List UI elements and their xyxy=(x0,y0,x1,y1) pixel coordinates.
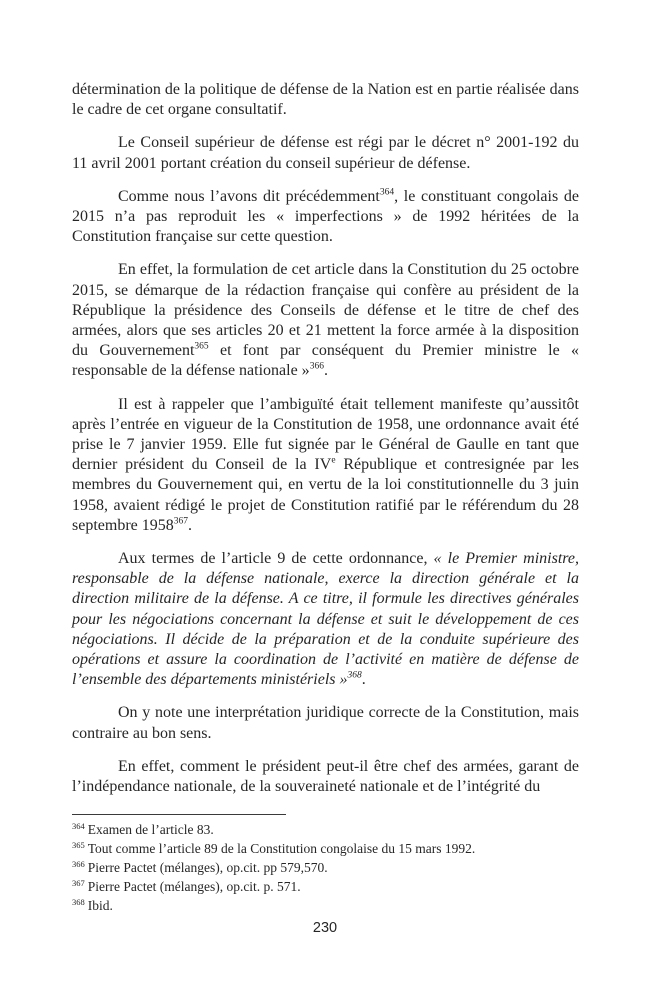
text-segment: et font par conséquent du Premier ministre le « responsable de la défense nationale » xyxy=(72,342,580,380)
text-segment: Aux termes de l’article 9 de cette ordonnance, xyxy=(118,550,434,568)
paragraph xyxy=(72,187,579,248)
footnote xyxy=(72,839,579,858)
footnote-reference: 365 xyxy=(194,341,209,352)
footnote-text: Pierre Pactet (mélanges), op.cit. p. 571. xyxy=(87,879,301,894)
footnote-text: Ibid. xyxy=(87,898,113,913)
footnote-separator xyxy=(72,814,286,815)
footnote-number: 368 xyxy=(72,896,85,907)
text-segment: Comme nous l’avons dit précédemment xyxy=(118,187,380,205)
text-segment: « le Premier ministre, responsable de la défense nationale, exerce la direction générale et la direction militaire de la défense. A ce titre, il formule les directives générales pour les négociations concernant la défense et suit le développement de ces négociations. Il décide de la préparation et de la conduite supérieure des opérations et assure la coordination de l’activité en matière de défense de l’ensemble des départements ministériels » xyxy=(72,550,579,689)
text-segment: détermination de la politique de défense de la Nation est en partie réalisée dans le cadre de cet organe consultatif. xyxy=(72,81,579,119)
paragraph xyxy=(72,549,579,690)
text-segment: République et contresignée par les membres du Gouvernement qui, en vertu de la loi constitutionnelle du 3 juin 1958, avaient rédigé le projet de Constitution ratifié par le référendum du 28 septembre 1958 xyxy=(72,456,580,534)
footnote-list xyxy=(72,820,579,915)
footnote xyxy=(72,896,579,915)
paragraph xyxy=(72,395,579,536)
text-segment: . xyxy=(188,516,192,534)
paragraph xyxy=(72,757,579,797)
text-segment: . xyxy=(323,362,328,380)
text-segment: Il est à rappeler que l’ambiguïté était tellement manifeste qu’aussitôt après l’entrée en vigueur de la Constitution de 1958, une ordonnance avait été prise le 7 janvier 1959. Elle fut signée par le Général de Gaulle en tant que dernier président du Conseil de la IV xyxy=(72,395,579,474)
text-segment: , le constituant congolais de 2015 n’a pas reproduit les « imperfections » de 1992 héritées de la Constitution française sur cette question. xyxy=(72,187,579,246)
footnote-reference: e xyxy=(331,455,336,466)
paragraph xyxy=(72,703,579,743)
footnote-text: Examen de l’article 83. xyxy=(87,822,214,837)
text-segment: En effet, comment le président peut-il être chef des armées, garant de l’indépendance nationale, de la souveraineté nationale et de l’intégrité du xyxy=(72,757,579,796)
footnote xyxy=(72,858,579,877)
paragraph xyxy=(72,133,579,173)
footnote-reference: 367 xyxy=(173,516,188,527)
text-block xyxy=(72,80,579,810)
text-segment: En effet, la formulation de cet article dans la Constitution du 25 octobre 2015, se démarque de la rédaction française qui confère au président de la République la présidence des Conseils de défense et le titre de chef des armées, alors que ses articles 20 et 21 mettent la force armée à la disposition du Gouvernement xyxy=(72,261,579,360)
footnote xyxy=(72,820,579,839)
footnote-reference: 368 xyxy=(347,670,362,681)
text-segment: Le Conseil supérieur de défense est régi par le décret n° 2001-192 du 11 avril 2001 portant création du conseil supérieur de défense. xyxy=(72,134,579,172)
text-segment: . xyxy=(361,671,366,689)
page-number: 230 xyxy=(312,920,338,936)
text-segment: On y note une interprétation juridique correcte de la Constitution, mais contraire au bon sens. xyxy=(72,704,579,742)
footnote-number: 365 xyxy=(72,839,85,850)
footnote-number: 364 xyxy=(72,820,85,831)
footnote-number: 367 xyxy=(72,877,85,888)
paragraph xyxy=(72,80,579,120)
paragraph xyxy=(72,260,579,381)
footnote-reference: 366 xyxy=(309,362,324,373)
footnote-section xyxy=(72,814,579,915)
footnote-reference: 364 xyxy=(379,187,395,198)
footnote-text: Tout comme l’article 89 de la Constitution congolaise du 15 mars 1992. xyxy=(87,841,476,856)
footnote-number: 366 xyxy=(72,858,85,869)
footnote xyxy=(72,877,579,896)
footnote-text: Pierre Pactet (mélanges), op.cit. pp 579,570. xyxy=(87,860,328,875)
